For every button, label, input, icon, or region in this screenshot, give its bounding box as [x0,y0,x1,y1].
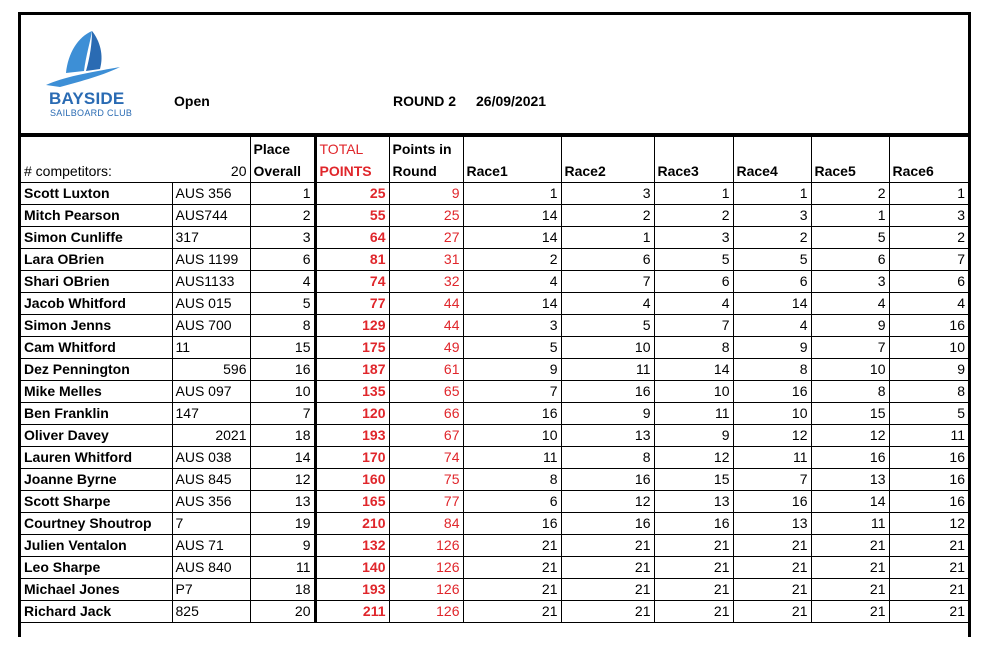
race4-score: 16 [733,490,811,512]
race3-score: 9 [654,424,733,446]
round-points: 67 [389,424,463,446]
race4-score: 6 [733,270,811,292]
race2-score: 5 [561,314,654,336]
race2-score: 10 [561,336,654,358]
total-points: 132 [315,534,389,556]
race3-score: 7 [654,314,733,336]
race1-score: 4 [463,270,561,292]
total-points: 193 [315,578,389,600]
sail-number: 147 [172,402,250,424]
table-row [21,556,968,578]
table-row [21,468,968,490]
race6-score: 2 [889,226,968,248]
race4-score: 16 [733,380,811,402]
place-overall: 2 [250,204,315,226]
race3-score: 10 [654,380,733,402]
race5-score: 21 [811,600,889,622]
race4-score: 2 [733,226,811,248]
race2-score: 3 [561,182,654,204]
competitor-name: Richard Jack [21,600,172,622]
race1-score: 21 [463,556,561,578]
round-points: 31 [389,248,463,270]
race3-score: 21 [654,600,733,622]
round-points: 126 [389,578,463,600]
race3-score: 21 [654,534,733,556]
sail-number: 7 [172,512,250,534]
round-points: 74 [389,446,463,468]
race1-score: 6 [463,490,561,512]
race1-score: 11 [463,446,561,468]
club-name: BAYSIDE [49,89,125,108]
race5-header: Race5 [811,137,889,182]
table-row [21,226,968,248]
race2-score: 21 [561,578,654,600]
sail-number: 317 [172,226,250,248]
race6-score: 11 [889,424,968,446]
table-row [21,512,968,534]
race6-score: 16 [889,446,968,468]
place-overall: 1 [250,182,315,204]
table-row [21,182,968,204]
sail-logo-icon [34,27,144,89]
round-points: 126 [389,534,463,556]
competitors-label: # competitors: [21,137,172,182]
club-subtitle: SAILBOARD CLUB [50,108,133,118]
race2-score: 4 [561,292,654,314]
competitor-name: Joanne Byrne [21,468,172,490]
race5-score: 13 [811,468,889,490]
sail-number: 825 [172,600,250,622]
round-points: 9 [389,182,463,204]
competitor-name: Mitch Pearson [21,204,172,226]
race6-score: 21 [889,534,968,556]
race2-score: 6 [561,248,654,270]
results-header [21,15,968,134]
competitor-name: Lara OBrien [21,248,172,270]
sail-number: 11 [172,336,250,358]
total-points-header: TOTAL POINTS [315,137,389,182]
competitor-name: Julien Ventalon [21,534,172,556]
sail-number: AUS 1199 [172,248,250,270]
race3-score: 12 [654,446,733,468]
race6-score: 4 [889,292,968,314]
race1-score: 16 [463,512,561,534]
total-points: 81 [315,248,389,270]
sail-number: AUS 015 [172,292,250,314]
race3-score: 11 [654,402,733,424]
race4-score: 4 [733,314,811,336]
race2-score: 7 [561,270,654,292]
race1-score: 10 [463,424,561,446]
race5-score: 7 [811,336,889,358]
race5-score: 21 [811,534,889,556]
race1-score: 16 [463,402,561,424]
total-points: 170 [315,446,389,468]
sail-number: AUS 840 [172,556,250,578]
race3-score: 6 [654,270,733,292]
total-points: 160 [315,468,389,490]
race5-score: 3 [811,270,889,292]
race6-score: 1 [889,182,968,204]
results-table [21,137,968,623]
competitor-name: Leo Sharpe [21,556,172,578]
competitor-name: Oliver Davey [21,424,172,446]
race6-score: 21 [889,578,968,600]
race3-score: 21 [654,556,733,578]
race6-score: 8 [889,380,968,402]
competitors-count: 20 [172,137,250,182]
column-header-row [21,137,968,182]
race6-score: 12 [889,512,968,534]
total-points: 64 [315,226,389,248]
place-overall: 5 [250,292,315,314]
competitor-name: Simon Cunliffe [21,226,172,248]
race5-score: 4 [811,292,889,314]
race6-score: 21 [889,556,968,578]
race2-score: 12 [561,490,654,512]
race1-score: 14 [463,292,561,314]
total-points: 74 [315,270,389,292]
round-points: 32 [389,270,463,292]
total-points: 55 [315,204,389,226]
round-points: 65 [389,380,463,402]
place-overall: 18 [250,578,315,600]
place-header: Place Overall [250,137,315,182]
race5-score: 15 [811,402,889,424]
round-points: 66 [389,402,463,424]
round-points: 126 [389,556,463,578]
race4-score: 12 [733,424,811,446]
table-row [21,336,968,358]
race4-score: 5 [733,248,811,270]
race1-score: 9 [463,358,561,380]
race3-score: 21 [654,578,733,600]
race2-score: 21 [561,534,654,556]
place-overall: 7 [250,402,315,424]
race4-score: 3 [733,204,811,226]
race5-score: 1 [811,204,889,226]
race5-score: 10 [811,358,889,380]
race4-score: 13 [733,512,811,534]
race5-score: 2 [811,182,889,204]
race6-score: 16 [889,468,968,490]
race6-score: 16 [889,314,968,336]
competitor-name: Jacob Whitford [21,292,172,314]
round-label: ROUND 2 [393,93,457,109]
race2-score: 21 [561,600,654,622]
class-label: Open [174,93,210,109]
race5-score: 9 [811,314,889,336]
competitor-name: Cam Whitford [21,336,172,358]
table-row [21,248,968,270]
race4-score: 21 [733,556,811,578]
sail-number: AUS 700 [172,314,250,336]
place-overall: 9 [250,534,315,556]
race2-score: 16 [561,380,654,402]
race3-score: 13 [654,490,733,512]
competitor-name: Dez Pennington [21,358,172,380]
race1-score: 1 [463,182,561,204]
race1-score: 21 [463,578,561,600]
total-points: 193 [315,424,389,446]
race2-score: 13 [561,424,654,446]
place-overall: 16 [250,358,315,380]
table-row [21,270,968,292]
race2-score: 21 [561,556,654,578]
race2-score: 9 [561,402,654,424]
table-row [21,424,968,446]
race6-score: 21 [889,600,968,622]
race3-score: 14 [654,358,733,380]
race2-header: Race2 [561,137,654,182]
sail-number: P7 [172,578,250,600]
race4-score: 8 [733,358,811,380]
sail-number: AUS 71 [172,534,250,556]
sail-number: 2021 [172,424,250,446]
total-points: 25 [315,182,389,204]
total-points: 129 [315,314,389,336]
competitor-name: Shari OBrien [21,270,172,292]
race4-score: 1 [733,182,811,204]
race5-score: 8 [811,380,889,402]
competitor-name: Lauren Whitford [21,446,172,468]
race3-score: 2 [654,204,733,226]
race5-score: 5 [811,226,889,248]
place-overall: 11 [250,556,315,578]
table-row [21,490,968,512]
race1-score: 21 [463,534,561,556]
round-points: 44 [389,292,463,314]
race2-score: 11 [561,358,654,380]
table-row [21,600,968,622]
sail-number: AUS 097 [172,380,250,402]
race5-score: 12 [811,424,889,446]
race4-score: 21 [733,534,811,556]
place-overall: 13 [250,490,315,512]
race4-score: 10 [733,402,811,424]
place-overall: 3 [250,226,315,248]
race1-score: 14 [463,226,561,248]
race1-score: 14 [463,204,561,226]
competitor-name: Scott Sharpe [21,490,172,512]
round-points: 75 [389,468,463,490]
race1-score: 21 [463,600,561,622]
round-points: 25 [389,204,463,226]
place-overall: 10 [250,380,315,402]
race5-score: 14 [811,490,889,512]
total-points: 211 [315,600,389,622]
race4-score: 21 [733,600,811,622]
race1-score: 3 [463,314,561,336]
race3-score: 16 [654,512,733,534]
table-row [21,578,968,600]
table-row [21,402,968,424]
race3-score: 15 [654,468,733,490]
competitor-name: Mike Melles [21,380,172,402]
race4-score: 14 [733,292,811,314]
competitor-name: Michael Jones [21,578,172,600]
race3-header: Race3 [654,137,733,182]
race5-score: 21 [811,556,889,578]
round-points-header: Points in Round [389,137,463,182]
race2-score: 16 [561,468,654,490]
round-points: 77 [389,490,463,512]
race5-score: 6 [811,248,889,270]
place-overall: 8 [250,314,315,336]
race6-score: 10 [889,336,968,358]
race6-score: 5 [889,402,968,424]
race6-score: 7 [889,248,968,270]
place-overall: 14 [250,446,315,468]
table-row [21,204,968,226]
place-overall: 20 [250,600,315,622]
total-points: 135 [315,380,389,402]
race3-score: 4 [654,292,733,314]
sail-number: AUS744 [172,204,250,226]
race4-score: 11 [733,446,811,468]
race5-score: 11 [811,512,889,534]
race4-header: Race4 [733,137,811,182]
round-points: 44 [389,314,463,336]
race4-score: 7 [733,468,811,490]
place-overall: 19 [250,512,315,534]
race1-score: 5 [463,336,561,358]
competitor-name: Ben Franklin [21,402,172,424]
race2-score: 16 [561,512,654,534]
place-overall: 4 [250,270,315,292]
race5-score: 21 [811,578,889,600]
place-overall: 18 [250,424,315,446]
race1-score: 2 [463,248,561,270]
race6-header: Race6 [889,137,968,182]
total-points: 140 [315,556,389,578]
round-points: 61 [389,358,463,380]
total-points: 187 [315,358,389,380]
race4-score: 9 [733,336,811,358]
total-points: 77 [315,292,389,314]
sail-number: AUS 038 [172,446,250,468]
table-row [21,292,968,314]
place-overall: 6 [250,248,315,270]
round-points: 27 [389,226,463,248]
total-points: 175 [315,336,389,358]
race6-score: 9 [889,358,968,380]
race6-score: 16 [889,490,968,512]
race3-score: 8 [654,336,733,358]
competitor-name: Scott Luxton [21,182,172,204]
race5-score: 16 [811,446,889,468]
place-overall: 12 [250,468,315,490]
race1-score: 7 [463,380,561,402]
race6-score: 3 [889,204,968,226]
total-points: 165 [315,490,389,512]
table-row [21,446,968,468]
race3-score: 5 [654,248,733,270]
race4-score: 21 [733,578,811,600]
round-date: 26/09/2021 [476,93,547,109]
sail-number: AUS 356 [172,182,250,204]
sail-number: AUS 845 [172,468,250,490]
round-points: 126 [389,600,463,622]
sail-number: AUS 356 [172,490,250,512]
race3-score: 3 [654,226,733,248]
table-row [21,358,968,380]
total-points: 120 [315,402,389,424]
round-points: 84 [389,512,463,534]
race6-score: 6 [889,270,968,292]
race2-score: 1 [561,226,654,248]
results-sheet [18,12,971,637]
round-points: 49 [389,336,463,358]
competitor-name: Courtney Shoutrop [21,512,172,534]
competitor-name: Simon Jenns [21,314,172,336]
race1-score: 8 [463,468,561,490]
table-row [21,380,968,402]
total-points: 210 [315,512,389,534]
race1-header: Race1 [463,137,561,182]
sail-number: 596 [172,358,250,380]
race2-score: 8 [561,446,654,468]
club-logo [34,27,144,117]
table-row [21,534,968,556]
sail-number: AUS1133 [172,270,250,292]
race3-score: 1 [654,182,733,204]
place-overall: 15 [250,336,315,358]
table-row [21,314,968,336]
race2-score: 2 [561,204,654,226]
